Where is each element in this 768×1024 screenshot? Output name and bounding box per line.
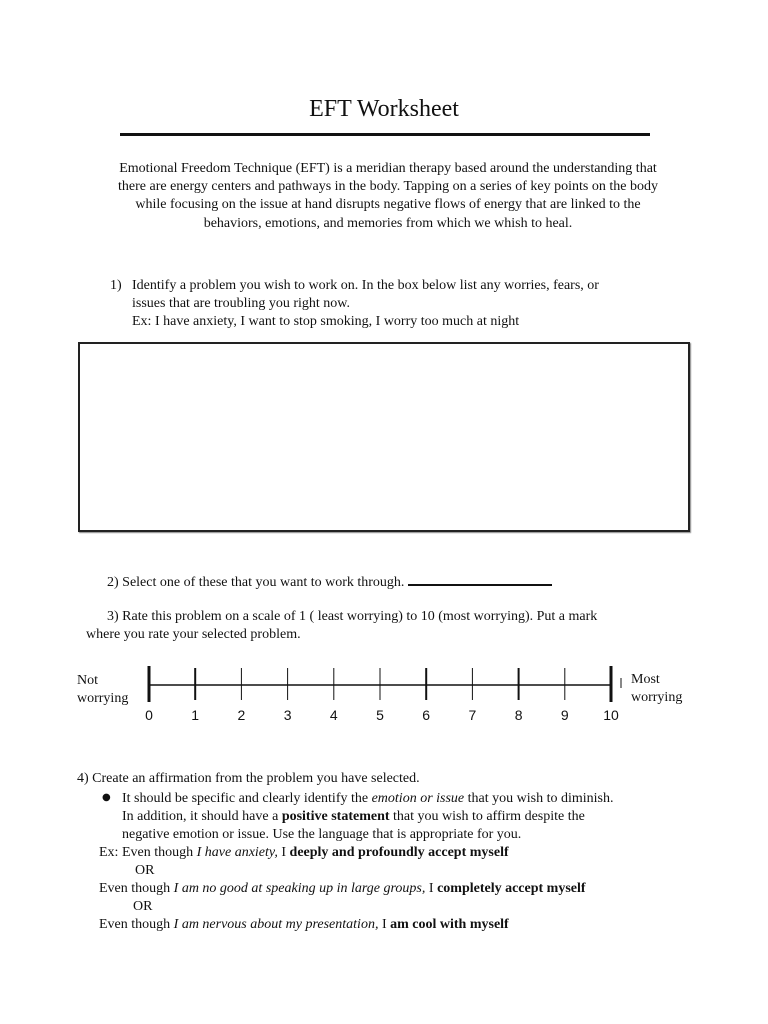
step1-number: 1) xyxy=(110,278,122,293)
title-divider xyxy=(120,133,650,136)
ex2-pre: Even though xyxy=(99,881,174,896)
step2-answer-line[interactable] xyxy=(408,572,552,586)
ex1-pre: Ex: Even though xyxy=(99,845,197,860)
ex3-bold: am cool with myself xyxy=(390,917,509,932)
step3-line1: 3) Rate this problem on a scale of 1 ( least worrying) to 10 (most worrying). Put a mark xyxy=(107,609,598,624)
bullet-icon: ● xyxy=(102,792,111,803)
step4-bullet-italic: emotion or issue xyxy=(371,791,465,806)
rating-scale[interactable] xyxy=(140,660,630,726)
example-2 xyxy=(99,880,586,898)
intro-paragraph: Emotional Freedom Technique (EFT) is a meridian therapy based around the understanding that there are energy centers and pathways in the body. Tapping on a series of key points on the body while focusing on the issue at hand disrupts negative flows of energy that are linked to the behaviors, emotions, and memories from which we whish to heal. xyxy=(118,161,658,231)
step4-bullet-line3: negative emotion or issue. Use the language that is appropriate for you. xyxy=(122,827,522,842)
step4-line2-post: that you wish to affirm despite the xyxy=(389,809,585,824)
scale-tick-label: 5 xyxy=(376,707,384,723)
ex1-mid: I xyxy=(277,845,290,860)
step4-heading: 4) Create an affirmation from the problem you have selected. xyxy=(77,771,420,786)
scale-right-label-line2: worrying xyxy=(631,690,683,705)
step4-bullet-line2 xyxy=(122,808,585,826)
ex2-mid: I xyxy=(425,881,438,896)
ex3-mid: I xyxy=(378,917,391,932)
step2-prompt xyxy=(107,572,552,592)
scale-right-label-line1: Most xyxy=(631,672,660,687)
step1-line1: Identify a problem you wish to work on. In the box below list any worries, fears, or xyxy=(132,278,599,293)
step1-line2: issues that are troubling you right now. xyxy=(132,296,351,311)
scale-tick-label: 3 xyxy=(283,707,292,723)
scale-tick-label: 1 xyxy=(191,707,200,723)
ex2-bold: completely accept myself xyxy=(437,881,586,896)
ex3-pre: Even though xyxy=(99,917,174,932)
scale-tick-label: 6 xyxy=(422,707,431,723)
scale-tick-label: 0 xyxy=(145,707,153,723)
scale-tick-label: 9 xyxy=(560,707,569,723)
scale-left-label xyxy=(77,672,128,708)
example-3 xyxy=(99,916,509,934)
scale-left-label-line1: Not xyxy=(77,673,98,688)
step4-bullet-pre: It should be specific and clearly identify the xyxy=(122,791,372,806)
ex1-bold: deeply and profoundly accept myself xyxy=(289,845,509,860)
scale-tick-label: 4 xyxy=(329,707,338,723)
example-1 xyxy=(99,844,509,862)
scale-tick-label: 10 xyxy=(603,707,619,723)
step2-text: 2) Select one of these that you want to work through. xyxy=(107,575,405,590)
scale-tick-label: 2 xyxy=(237,707,246,723)
or-separator-1: OR xyxy=(135,863,155,878)
page-title: EFT Worksheet xyxy=(309,96,459,122)
scale-tick-label: 8 xyxy=(514,707,523,723)
or-separator-2: OR xyxy=(133,899,153,914)
step4-bullet-line1 xyxy=(122,790,614,808)
scale-tick-label: 7 xyxy=(468,707,477,723)
step1-example: Ex: I have anxiety, I want to stop smoking, I worry too much at night xyxy=(132,314,520,329)
scale-right-label xyxy=(631,671,682,707)
ex1-italic: I have anxiety, xyxy=(196,845,278,860)
step4-line2-pre: In addition, it should have a xyxy=(122,809,282,824)
step4-line2-bold: positive statement xyxy=(281,809,390,824)
ex3-italic: I am nervous about my presentation, xyxy=(173,917,379,932)
scale-left-label-line2: worrying xyxy=(77,691,129,706)
step3-line2: where you rate your selected problem. xyxy=(86,627,301,642)
problem-answer-box[interactable] xyxy=(78,342,690,532)
step4-bullet-post: that you wish to diminish. xyxy=(464,791,614,806)
ex2-italic: I am no good at speaking up in large groups, xyxy=(173,881,426,896)
